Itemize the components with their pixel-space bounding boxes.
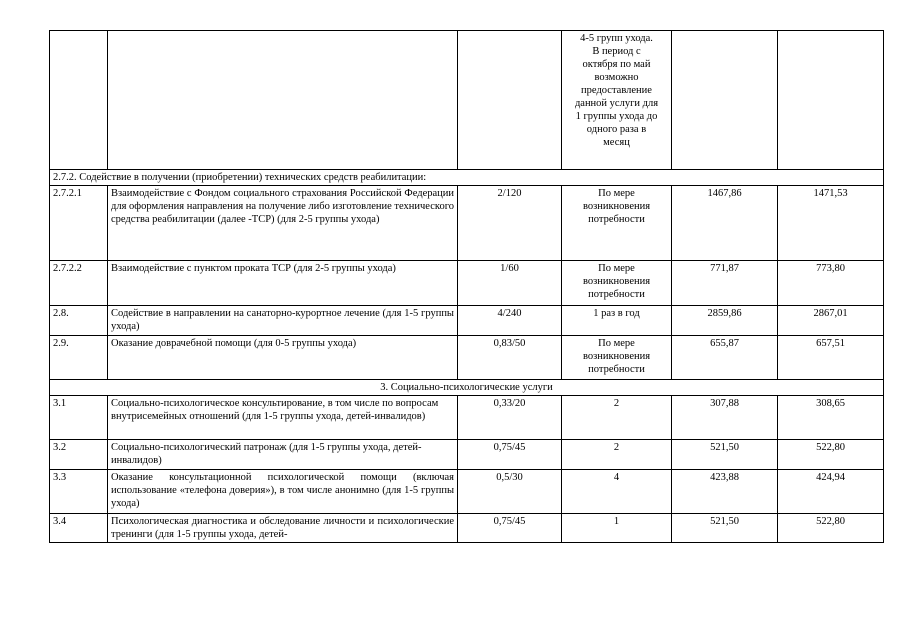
cell-time: 0,83/50	[458, 336, 562, 380]
cell-price-1: 2859,86	[672, 306, 778, 336]
cell-name-text: Психологическая диагностика и обследование личности и психологические тренинги (для 1-5 группы ухода, детей-	[111, 516, 454, 540]
table-row	[50, 470, 884, 514]
cell-num	[50, 31, 108, 170]
cell-frequency: По мере возникновения потребности	[562, 336, 672, 380]
cell-price-1: 307,88	[672, 396, 778, 440]
cell-frequency: 1 раз в год	[562, 306, 672, 336]
table-row	[50, 396, 884, 440]
cell-time	[458, 31, 562, 170]
cell-frequency: По мере возникновения потребности	[562, 261, 672, 306]
cell-name: Взаимодействие с пунктом проката ТСР (для 2-5 группы ухода)	[108, 261, 458, 306]
cell-price-2: 773,80	[778, 261, 884, 306]
cell-time: 0,5/30	[458, 470, 562, 514]
cell-price-1: 521,50	[672, 514, 778, 543]
cell-frequency: 4-5 групп ухода. В период с октября по май возможно предоставление данной услуги для 1 группы ухода до одного раза в месяц	[562, 31, 672, 170]
cell-num: 3.3	[50, 470, 108, 514]
cell-name	[108, 31, 458, 170]
section-title: 3. Социально-психологические услуги	[50, 380, 884, 396]
subsection-row	[50, 170, 884, 186]
cell-price-2	[778, 31, 884, 170]
cell-name: Социально-психологический патронаж (для 1-5 группы ухода, детей-инвалидов)	[108, 440, 458, 470]
cell-price-1: 771,87	[672, 261, 778, 306]
cell-name	[108, 514, 458, 543]
cell-price-2: 657,51	[778, 336, 884, 380]
table-row	[50, 514, 884, 543]
cell-time: 4/240	[458, 306, 562, 336]
cell-frequency: 2	[562, 396, 672, 440]
cell-price-1: 423,88	[672, 470, 778, 514]
cell-num: 2.7.2.1	[50, 186, 108, 261]
cell-num: 3.2	[50, 440, 108, 470]
cell-price-2: 308,65	[778, 396, 884, 440]
cell-num: 3.1	[50, 396, 108, 440]
services-table	[49, 30, 884, 543]
cell-name: Социально-психологическое консультирование, в том числе по вопросам внутрисемейных отношений (для 1-5 группы ухода, детей-инвалидов)	[108, 396, 458, 440]
cell-frequency: По мере возникновения потребности	[562, 186, 672, 261]
cell-frequency: 4	[562, 470, 672, 514]
table-row	[50, 440, 884, 470]
cell-num: 2.8.	[50, 306, 108, 336]
table-row	[50, 186, 884, 261]
cell-price-2: 522,80	[778, 440, 884, 470]
cell-time: 0,33/20	[458, 396, 562, 440]
section-row	[50, 380, 884, 396]
cell-price-2: 2867,01	[778, 306, 884, 336]
cell-time: 0,75/45	[458, 440, 562, 470]
cell-time: 2/120	[458, 186, 562, 261]
cell-num: 2.7.2.2	[50, 261, 108, 306]
cell-price-2: 522,80	[778, 514, 884, 543]
table-row	[50, 261, 884, 306]
cell-num: 3.4	[50, 514, 108, 543]
table-row	[50, 336, 884, 380]
cell-price-1	[672, 31, 778, 170]
cell-name: Оказание консультационной психологической помощи (включая использование «телефона доверия»), в том числе анонимно (для 1-5 группы ухода)	[108, 470, 458, 514]
cell-price-2: 1471,53	[778, 186, 884, 261]
cell-price-2: 424,94	[778, 470, 884, 514]
subsection-title: 2.7.2. Содействие в получении (приобретении) технических средств реабилитации:	[50, 170, 884, 186]
cell-time: 0,75/45	[458, 514, 562, 543]
cell-price-1: 655,87	[672, 336, 778, 380]
cell-frequency: 1	[562, 514, 672, 543]
table-row	[50, 31, 884, 170]
cell-price-1: 1467,86	[672, 186, 778, 261]
cell-price-1: 521,50	[672, 440, 778, 470]
cell-frequency: 2	[562, 440, 672, 470]
cell-num: 2.9.	[50, 336, 108, 380]
cell-time: 1/60	[458, 261, 562, 306]
table-row	[50, 306, 884, 336]
cell-name: Оказание доврачебной помощи (для 0-5 группы ухода)	[108, 336, 458, 380]
cell-name: Взаимодействие с Фондом социального страхования Российской Федерации для оформления направления на получение либо изготовление технического средства реабилитации (далее -ТСР) (для 2-5 группы ухода)	[108, 186, 458, 261]
cell-name: Содействие в направлении на санаторно-курортное лечение (для 1-5 группы ухода)	[108, 306, 458, 336]
